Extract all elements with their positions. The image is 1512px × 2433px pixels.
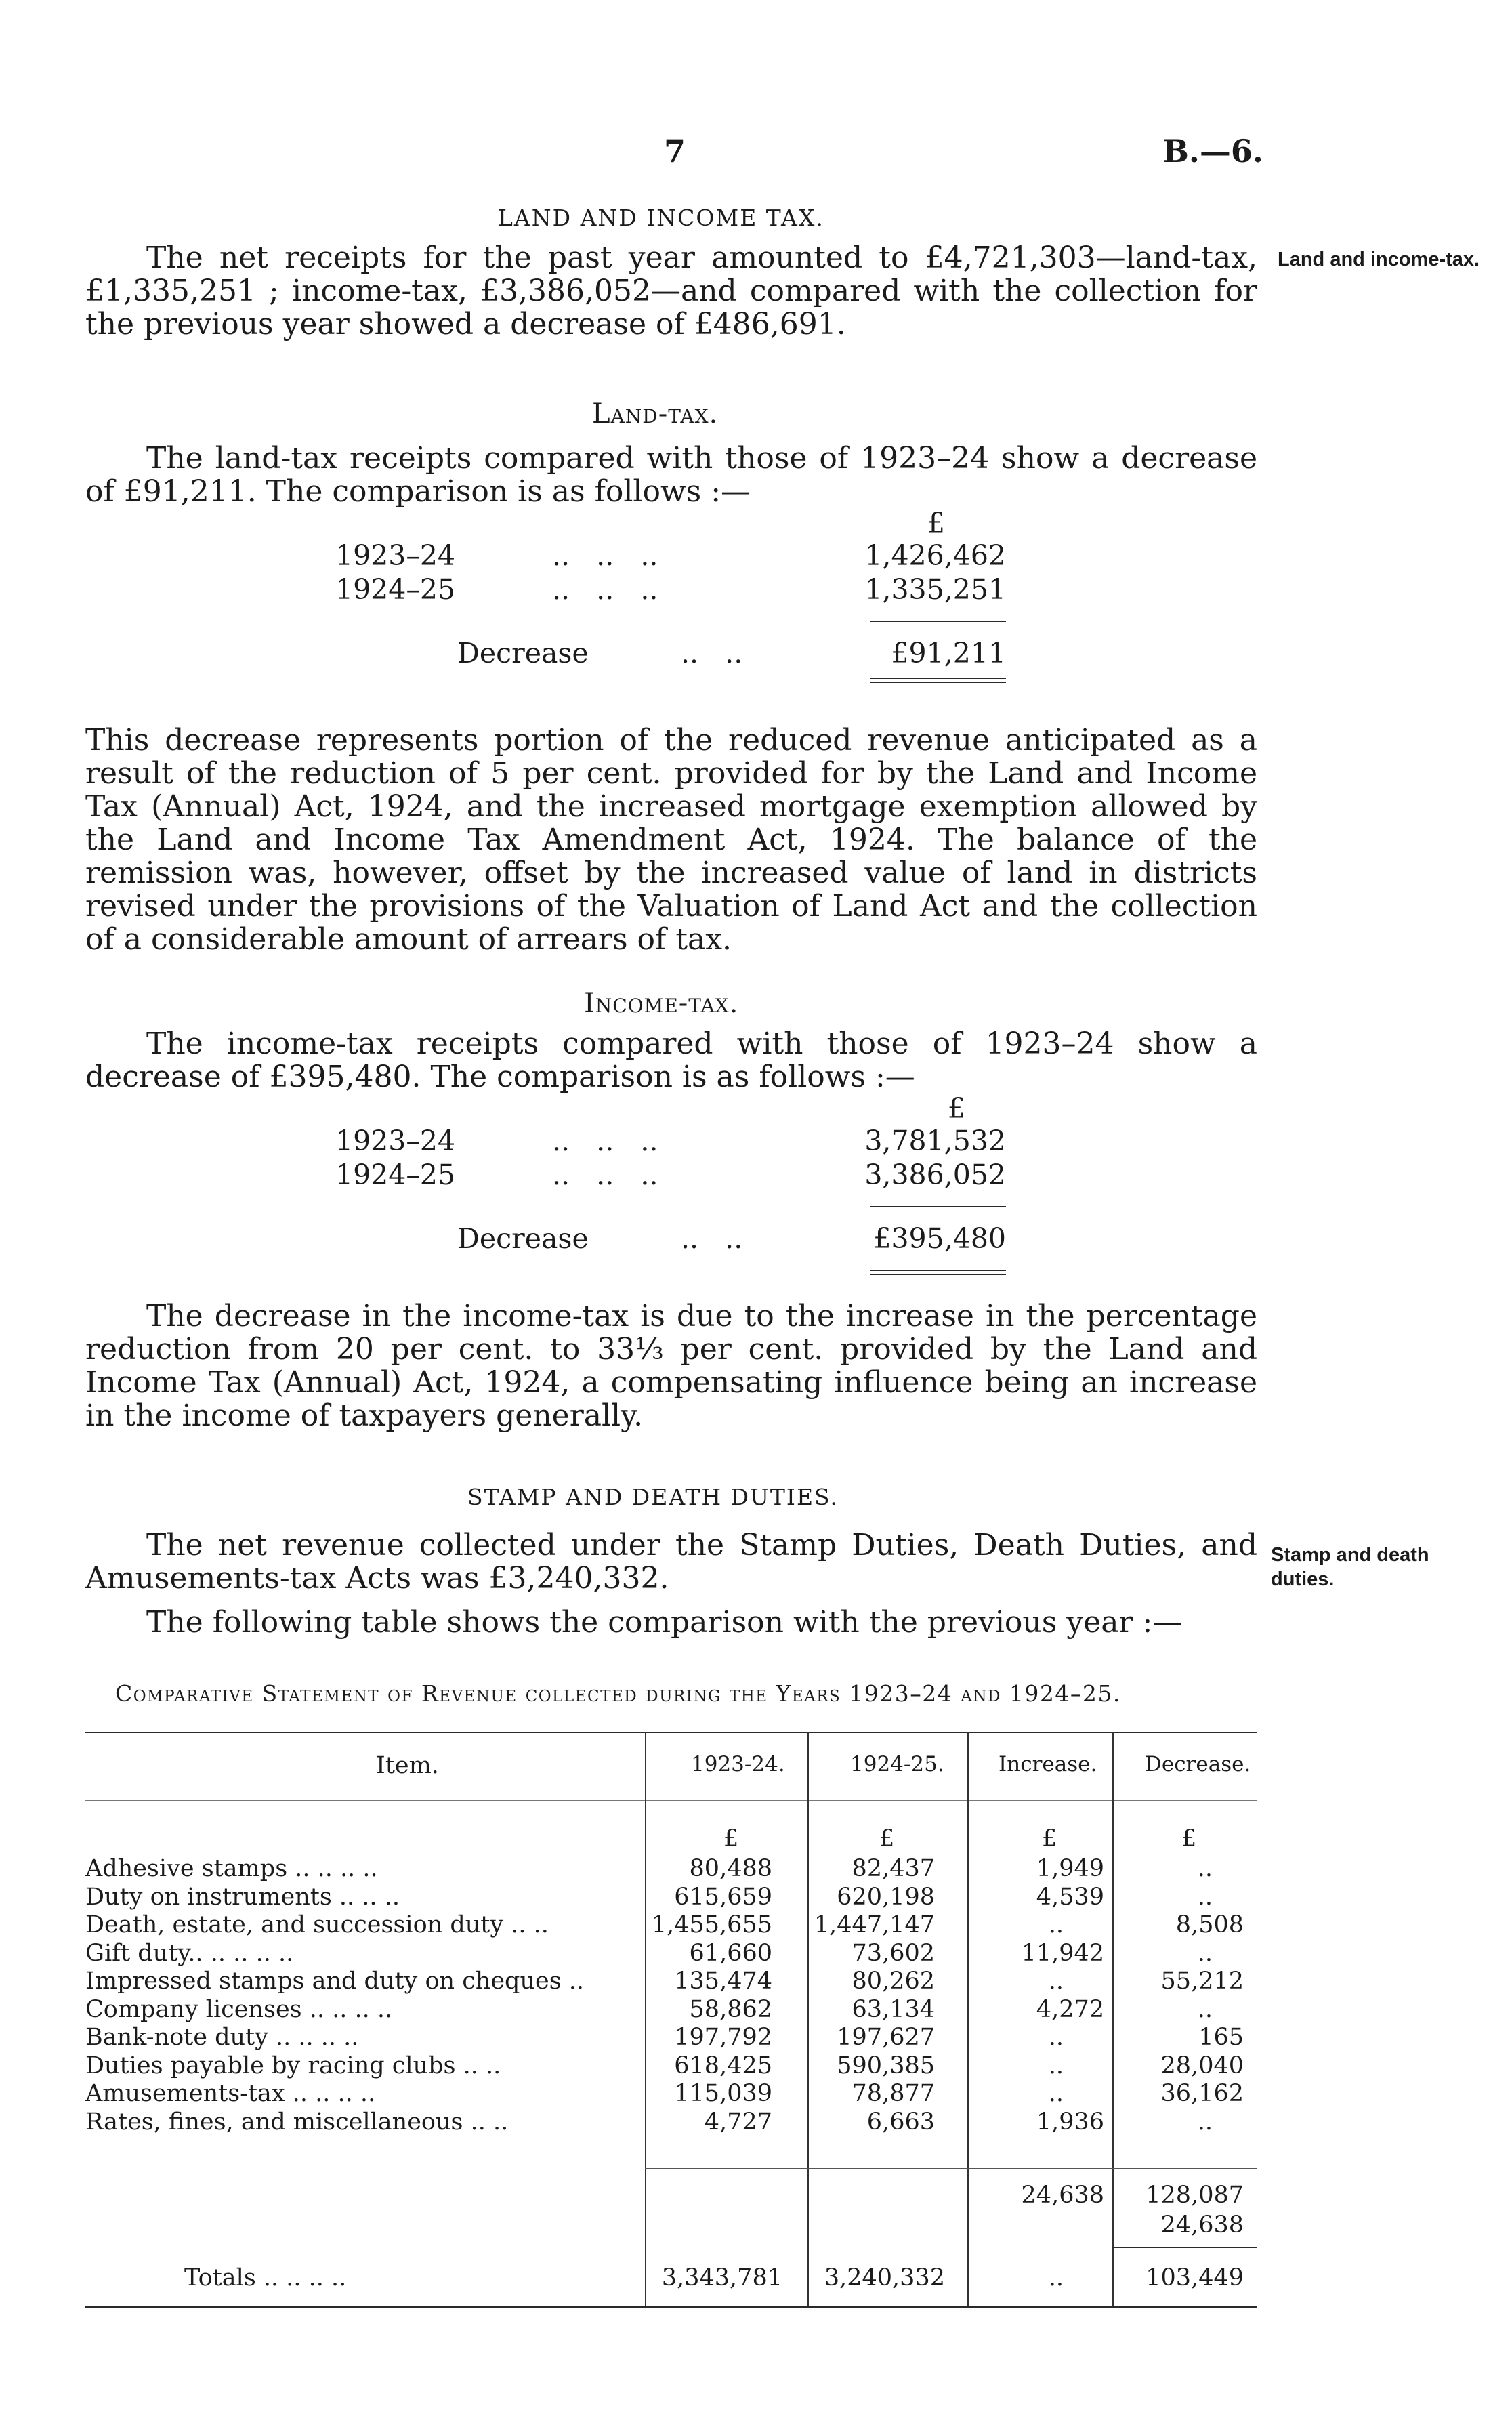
table-col-divider-3 (967, 1732, 969, 2306)
income-tax-intro: The income-tax receipts compared with those of 1923–24 show a decrease of £395,480. The comparison is as follows :— (85, 1026, 1257, 1094)
table-header-decrease: Decrease. (1145, 1752, 1251, 1776)
row-increase: .. (1048, 2052, 1064, 2079)
row-item: Amusements-tax .. .. .. .. (85, 2080, 376, 2107)
income-tax-comparison (335, 1092, 1013, 1289)
table-header-increase: Increase. (999, 1752, 1097, 1776)
table-top-rule (85, 1732, 1257, 1733)
row-item: Gift duty.. .. .. .. .. (85, 1940, 294, 1967)
land-tax-explanation: This decrease represents portion of the reduced revenue anticipated as a result of the reduction of 5 per cent. provided for by the Land and Income Tax (Annual) Act, 1924, and the increased mortgage exemption allowed by the Land and Income Tax Amendment Act, 1924. The balance of the remission was, however, offset by the increased value of land in districts revised under the provisions of the Valuation of Land Act and the collection of a considerable amount of arrears of tax. (85, 723, 1257, 957)
row-increase: 1,936 (1036, 2108, 1104, 2136)
row-increase: 4,272 (1036, 1996, 1104, 2023)
row-increase: .. (1048, 1968, 1064, 1995)
income-tax-year-1: 1923–24 (335, 1125, 456, 1157)
row-decrease: .. (1197, 1940, 1213, 1967)
row-increase: .. (1048, 2080, 1064, 2107)
land-tax-value-1: 1,426,462 (864, 539, 1006, 572)
row-item: Duties payable by racing clubs .. .. (85, 2052, 501, 2079)
income-tax-decrease-label: Decrease (457, 1222, 589, 1255)
income-tax-dots-1: .. .. .. (552, 1125, 658, 1157)
table-header-rule (85, 1800, 1257, 1801)
income-tax-decrease-dots: .. .. (681, 1222, 743, 1255)
income-tax-rule (870, 1206, 1006, 1207)
row-1924-25: 73,602 (852, 1940, 935, 1967)
row-decrease: 8,508 (1175, 1911, 1244, 1938)
row-1923-24: 1,455,655 (651, 1911, 772, 1938)
margin-note-stamp-1: Stamp and death (1271, 1544, 1429, 1566)
table-currency-3: £ (1042, 1825, 1057, 1852)
row-decrease: 55,212 (1160, 1968, 1244, 1995)
row-1924-25: 82,437 (852, 1855, 935, 1882)
margin-note-land-income: Land and income-tax. (1278, 249, 1480, 270)
row-1924-25: 80,262 (852, 1968, 935, 1995)
income-tax-year-2: 1924–25 (335, 1159, 456, 1191)
row-1923-24: 115,039 (674, 2080, 772, 2107)
income-tax-currency: £ (947, 1092, 965, 1125)
row-1924-25: 78,877 (852, 2080, 935, 2107)
land-tax-currency: £ (927, 507, 945, 539)
table-currency-1: £ (723, 1825, 739, 1852)
table-col-divider-4 (1112, 1732, 1114, 2306)
row-item: Adhesive stamps .. .. .. .. (85, 1855, 378, 1882)
table-bottom-rule (85, 2306, 1257, 2308)
table-total-increase: .. (1048, 2264, 1064, 2291)
row-1924-25: 197,627 (837, 2024, 935, 2051)
row-increase: .. (1048, 1911, 1064, 1938)
income-tax-decrease-value: £395,480 (873, 1222, 1006, 1255)
land-tax-dots-2: .. .. .. (552, 573, 658, 606)
row-1923-24: 618,425 (674, 2052, 772, 2079)
land-tax-double-rule-b (870, 682, 1006, 683)
row-1923-24: 58,862 (689, 1996, 772, 2023)
row-1924-25: 63,134 (852, 1996, 935, 2023)
row-increase: 4,539 (1036, 1884, 1104, 1911)
row-item: Rates, fines, and miscellaneous .. .. (85, 2108, 509, 2136)
row-decrease: 36,162 (1160, 2080, 1244, 2107)
land-tax-year-2: 1924–25 (335, 573, 456, 606)
row-decrease: .. (1197, 1884, 1213, 1911)
row-decrease: .. (1197, 2108, 1213, 2136)
table-total-decrease: 103,449 (1146, 2264, 1244, 2291)
row-item: Duty on instruments .. .. .. (85, 1884, 400, 1911)
row-1923-24: 615,659 (674, 1884, 772, 1911)
row-decrease: 28,040 (1160, 2052, 1244, 2079)
row-1924-25: 620,198 (837, 1884, 935, 1911)
table-header-1923-24: 1923-24. (691, 1752, 785, 1776)
table-currency-4: £ (1181, 1825, 1197, 1852)
table-subtotal-increase: 24,638 (1021, 2182, 1104, 2209)
stamp-following: The following table shows the comparison with the previous year :— (146, 1605, 1183, 1640)
row-1923-24: 197,792 (674, 2024, 772, 2051)
land-tax-decrease-dots: .. .. (681, 637, 743, 669)
land-tax-double-rule-a (870, 678, 1006, 679)
row-item: Impressed stamps and duty on cheques .. (85, 1968, 585, 1995)
row-1924-25: 6,663 (866, 2108, 935, 2136)
income-tax-explanation: The decrease in the income-tax is due to the increase in the percentage reduction from 20 per cent. to 33⅓ per cent. provided by the Land and Income Tax (Annual) Act, 1924, a compensating influence being an increase in the income of taxpayers generally. (85, 1299, 1257, 1433)
table-caption: Comparative Statement of Revenue collected during the Years 1923–24 and 1924–25. (115, 1680, 1121, 1707)
table-total-1923-24: 3,343,781 (661, 2264, 782, 2291)
section-heading-land-income: LAND AND INCOME TAX. (498, 205, 824, 231)
land-tax-year-1: 1923–24 (335, 539, 456, 572)
row-item: Bank-note duty .. .. .. .. (85, 2024, 359, 2051)
income-tax-double-rule-b (870, 1274, 1006, 1275)
land-tax-value-2: 1,335,251 (864, 573, 1006, 606)
table-col-divider-1 (645, 1732, 646, 2306)
row-1923-24: 135,474 (674, 1968, 772, 1995)
table-less-increase: 24,638 (1160, 2211, 1244, 2239)
table-header-item: Item. (376, 1752, 439, 1779)
row-1924-25: 590,385 (837, 2052, 935, 2079)
income-tax-heading: Income-tax. (584, 988, 739, 1019)
row-decrease: 165 (1198, 2024, 1244, 2051)
page-number: 7 (664, 133, 686, 169)
table-col-divider-2 (807, 1732, 809, 2306)
income-tax-value-1: 3,781,532 (864, 1125, 1006, 1157)
document-reference: B.—6. (1162, 133, 1263, 169)
row-item: Death, estate, and succession duty .. .. (85, 1911, 549, 1938)
row-1923-24: 61,660 (689, 1940, 772, 1967)
row-increase: 1,949 (1036, 1855, 1104, 1882)
table-decrease-net-rule (1112, 2247, 1257, 2248)
land-tax-dots-1: .. .. .. (552, 539, 658, 572)
land-income-paragraph: The net receipts for the past year amounted to £4,721,303—land-tax, £1,335,251 ; income-tax, £3,386,052—and compared with the collection for the previous year showed a decrease of £486,691. (85, 241, 1257, 341)
table-currency-2: £ (879, 1825, 895, 1852)
land-tax-rule (870, 621, 1006, 622)
land-tax-intro: The land-tax receipts compared with those of 1923–24 show a decrease of £91,211. The comparison is as follows :— (85, 441, 1257, 509)
row-1923-24: 4,727 (704, 2108, 772, 2136)
land-tax-decrease-label: Decrease (457, 637, 589, 669)
table-subtotal-rule (645, 2168, 1257, 2169)
table-total-1924-25: 3,240,332 (824, 2264, 945, 2291)
table-subtotal-decrease: 128,087 (1146, 2182, 1244, 2209)
table-totals-label: Totals .. .. .. .. (184, 2264, 347, 2291)
land-tax-heading: Land-tax. (592, 398, 719, 430)
income-tax-dots-2: .. .. .. (552, 1159, 658, 1191)
stamp-paragraph: The net revenue collected under the Stamp Duties, Death Duties, and Amusements-tax Acts was £3,240,332. (85, 1528, 1257, 1596)
income-tax-double-rule-a (870, 1270, 1006, 1271)
income-tax-value-2: 3,386,052 (864, 1159, 1006, 1191)
stamp-heading: STAMP AND DEATH DUTIES. (467, 1484, 839, 1510)
land-tax-comparison (335, 507, 1013, 683)
table-header-1924-25: 1924-25. (850, 1752, 944, 1776)
row-decrease: .. (1197, 1855, 1213, 1882)
row-increase: .. (1048, 2024, 1064, 2051)
row-1924-25: 1,447,147 (814, 1911, 935, 1938)
row-increase: 11,942 (1021, 1940, 1104, 1967)
margin-note-stamp-2: duties. (1271, 1568, 1335, 1590)
row-item: Company licenses .. .. .. .. (85, 1996, 393, 2023)
row-decrease: .. (1197, 1996, 1213, 2023)
land-tax-decrease-value: £91,211 (891, 637, 1006, 669)
row-1923-24: 80,488 (689, 1855, 772, 1882)
